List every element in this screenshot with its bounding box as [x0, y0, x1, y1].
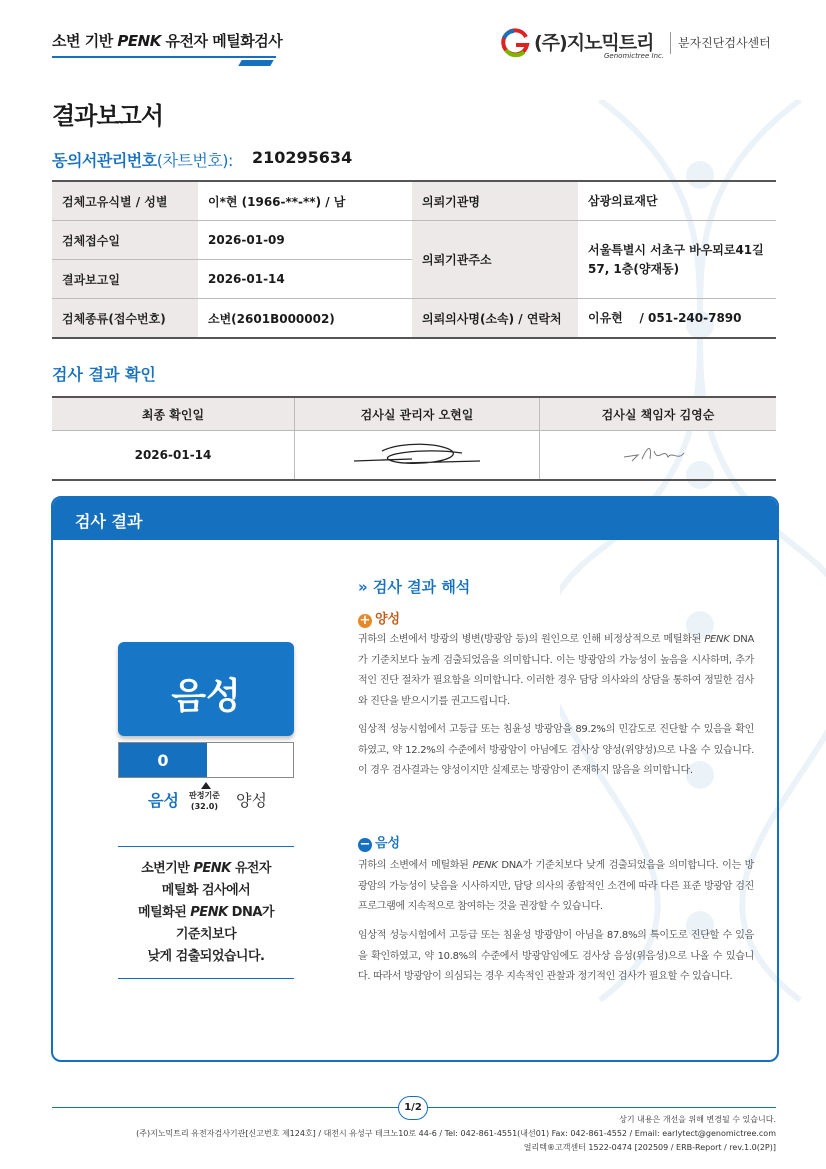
address-value: 서울특별시 서초구 바우뫼로41길 57, 1층(양재동) — [578, 221, 776, 299]
score-value: 0 — [157, 751, 169, 770]
page-number: 1/2 — [398, 1096, 428, 1120]
report-date-value: 2026-01-14 — [198, 260, 412, 299]
confirm-section-title: 검사 결과 확인 — [52, 365, 156, 384]
specimen-id-label: 검체고유식별 / 성별 — [52, 181, 198, 221]
director-signature-image — [618, 441, 698, 467]
company-logo — [500, 28, 790, 60]
lab-director-header: 검사실 책임자 김영순 — [540, 397, 777, 431]
footer-notice: 상기 내용은 개선을 위해 변경될 수 있습니다. — [619, 1115, 776, 1124]
plus-circle-icon: + — [359, 613, 371, 628]
final-date-value: 2026-01-14 — [134, 448, 212, 462]
logo-divider — [670, 32, 671, 54]
negative-paragraph-1: 귀하의 소변에서 메틸화된 PENK DNA가 기준치보다 낮게 검출되었음을 의미합니다. 이는 방광암의 가능성이 낮음을 시사하지만, 담당 의사의 종합적인 소견에 따라 다른 표준 방광암 검진 프로그램에 지속적으로 참여하는 것을 권장할 수 있습니다. — [358, 860, 754, 912]
report-title: 결과보고서 — [52, 102, 163, 130]
result-panel-title: 검사 결과 — [75, 512, 143, 531]
positive-paragraph-2: 임상적 성능시험에서 고등급 또는 침윤성 방광암을 89.2%의 민감도로 진단할 수 있음을 확인하였고, 약 12.2%의 수준에서 방광암이 아님에도 검사상 양성(위양성)으로 나올 수 있습니다. 이 경우 검사결과는 양성이지만 실제로는 방광암이 존재하지 않음을 의미합니다. — [358, 724, 754, 776]
institution-label: 의뢰기관명 — [412, 181, 578, 221]
result-panel-header — [53, 498, 777, 540]
positive-paragraph-1: 귀하의 소변에서 방광의 병변(방광암 등)의 원인으로 인해 비정상적으로 메틸화된 PENK DNA가 기준치보다 높게 검출되었음을 의미합니다. 이는 방광암의 가능성이 높음을 시사하며, 추가적인 진단 절차가 필요함을 의미합니다. 이러한 경우 담당 의사와의 상담을 통하여 정밀한 검사와 진단을 받으시기를 권고드립니다. — [358, 634, 754, 707]
patient-info-table — [52, 180, 776, 339]
department-name: 분자진단검사센터 — [678, 36, 771, 50]
received-date-value: 2026-01-09 — [198, 221, 412, 260]
result-summary: 소변기반 PENK 유전자 메틸화 검사에서 메틸화된 PENK DNA가 기준치보다 낮게 검출되었습니다. — [138, 861, 274, 964]
summary-bottom-line — [118, 978, 294, 979]
gauge-positive-label: 양성 — [236, 791, 267, 810]
interpretation-title: » 검사 결과 해석 — [358, 578, 471, 596]
lab-manager-header: 검사실 관리자 오현일 — [295, 397, 540, 431]
verdict-text: 음성 — [171, 676, 241, 717]
footer-contact: 얼리텍®고객센터 1522-0474 [202509 / ERB-Report / rev.1.0(2P)] — [523, 1143, 776, 1152]
negative-heading: − 음성 — [359, 836, 401, 852]
consent-label: 동의서관리번호(차트번호): — [52, 151, 233, 170]
specimen-type-value: 소변(2601B000002) — [198, 299, 412, 339]
doctor-label: 의뢰의사명(소속) / 연락처 — [412, 299, 578, 339]
confirm-table — [52, 396, 776, 481]
institution-value: 삼광의료재단 — [578, 181, 776, 221]
logo-english: Genomictree Inc. — [604, 52, 665, 60]
header-underline — [52, 56, 276, 58]
logo-korean: (주)지노믹트리 — [534, 32, 654, 54]
cutoff-label-text: 판정기준 — [189, 791, 220, 800]
exam-title: 소변 기반 PENK 유전자 메틸화검사 — [52, 32, 283, 50]
address-label: 의뢰기관주소 — [412, 221, 578, 299]
header-accent — [238, 60, 273, 66]
specimen-type-label: 검체종류(접수번호) — [52, 299, 198, 339]
manager-signature-image — [352, 439, 482, 469]
cutoff-marker-icon — [201, 782, 211, 789]
report-date-label: 결과보고일 — [52, 260, 198, 299]
cutoff-label — [189, 790, 220, 812]
negative-paragraph-2: 임상적 성능시험에서 고등급 또는 침윤성 방광암이 아님을 87.8%의 특이도로 진단할 수 있음을 확인하였고, 약 10.8%의 수준에서 방광암임에도 검사상 음성(위음성)으로 나올 수 있습니다. 따라서 방광암이 의심되는 경우 지속적인 관찰과 정기적인 검사가 필요할 수 있습니다. — [358, 930, 754, 982]
positive-heading: + 양성 — [359, 612, 401, 628]
gauge-negative-label: 음성 — [148, 791, 179, 810]
specimen-id-value: 이*현 (1966-**-**) / 남 — [198, 181, 412, 221]
doctor-value: 이유현 / 051-240-7890 — [578, 299, 776, 339]
verdict-box — [118, 642, 294, 736]
cutoff-value: (32.0) — [190, 802, 218, 811]
consent-number: 210295634 — [252, 148, 353, 167]
score-gauge — [118, 742, 294, 778]
final-date-header: 최종 확인일 — [52, 397, 295, 431]
minus-circle-icon: − — [359, 837, 371, 852]
manager-signature — [295, 431, 540, 481]
footer-address: (주)지노믹트리 유전자검사기관[신고번호 제124호] / 대전시 유성구 테크노10로 44-6 / Tel: 042-861-4551(내선01) Fax: 042-861-4552 / Email: earlytect@genomictree.com — [136, 1129, 776, 1138]
summary-top-line — [118, 846, 294, 847]
director-signature — [540, 431, 777, 481]
received-date-label: 검체접수일 — [52, 221, 198, 260]
genomictree-logo-icon — [500, 28, 530, 58]
